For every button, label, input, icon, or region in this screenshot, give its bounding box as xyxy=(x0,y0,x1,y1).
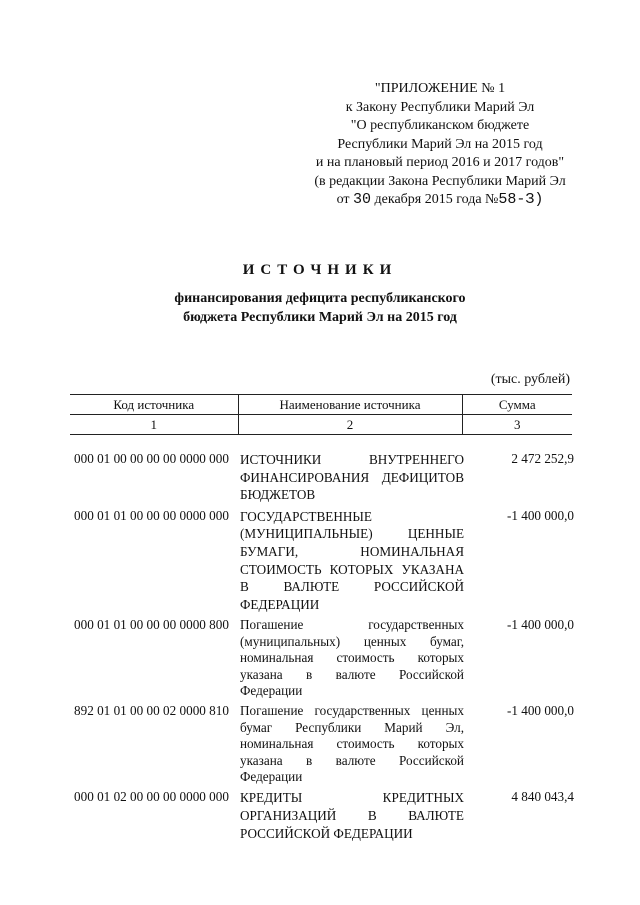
header-line: Республики Марий Эл на 2015 год xyxy=(337,136,543,152)
source-code: 000 01 02 00 00 00 0000 000 xyxy=(74,789,229,805)
column-header-amount: Сумма xyxy=(462,395,572,415)
source-amount: 4 840 043,4 xyxy=(511,789,574,805)
source-name: КРЕДИТЫ КРЕДИТНЫХ ОРГАНИЗАЦИЙ В ВАЛЮТЕ РОССИЙСКОЙ ФЕДЕРАЦИИ xyxy=(240,790,464,841)
date-day: 30 xyxy=(353,191,372,208)
source-code: 000 01 01 00 00 00 0000 800 xyxy=(74,617,229,633)
page-subtitle xyxy=(0,289,640,327)
header-line: (в редакции Закона Республики Марий Эл xyxy=(314,173,566,189)
column-header-name: Наименование источника xyxy=(238,395,462,415)
subtitle-line: финансирования дефицита республиканского xyxy=(174,291,466,306)
appendix-header xyxy=(290,80,590,210)
table-body xyxy=(74,451,574,846)
date-prefix: от xyxy=(336,192,350,207)
source-amount: -1 400 000,0 xyxy=(506,617,574,633)
source-code: 000 01 01 00 00 00 0000 000 xyxy=(74,507,229,523)
header-line: к Закону Республики Марий Эл xyxy=(345,99,535,115)
table-header xyxy=(70,394,572,435)
law-date-line xyxy=(290,191,590,210)
column-number: 2 xyxy=(238,415,462,435)
column-number: 3 xyxy=(462,415,572,435)
source-amount: 2 472 252,9 xyxy=(511,451,574,466)
header-line: "ПРИЛОЖЕНИЕ № 1 xyxy=(374,81,506,96)
column-header-code: Код источника xyxy=(70,395,238,415)
table-row xyxy=(74,508,574,614)
subtitle-line: бюджета Республики Марий Эл на 2015 год xyxy=(183,310,457,325)
source-name: ИСТОЧНИКИ ВНУТРЕННЕГО ФИНАНСИРОВАНИЯ ДЕФИЦИТОВ БЮДЖЕТОВ xyxy=(240,452,464,503)
column-number: 1 xyxy=(70,415,238,435)
table-row xyxy=(74,703,574,785)
table-row xyxy=(74,789,574,842)
header-line: и на плановый период 2016 и 2017 годов" xyxy=(315,155,565,170)
law-number: 58-З) xyxy=(498,191,544,208)
source-name: Погашение государственных (муниципальных) ценных бумаг, номинальная стоимость которых указана в валюте Российской Федерации xyxy=(240,617,464,698)
source-amount: -1 400 000,0 xyxy=(506,507,574,523)
source-name: Погашение государственных ценных бумаг Республики Марий Эл, номинальная стоимость которых указана в валюте Российской Федерации xyxy=(240,703,464,784)
table-row xyxy=(74,617,574,699)
page-title: ИСТОЧНИКИ xyxy=(242,262,398,278)
date-text: декабря 2015 года № xyxy=(374,192,499,207)
source-name: ГОСУДАРСТВЕННЫЕ (МУНИЦИПАЛЬНЫЕ) ЦЕННЫЕ БУМАГИ, НОМИНАЛЬНАЯ СТОИМОСТЬ КОТОРЫХ УКАЗАНА В ВАЛЮТЕ РОССИЙСКОЙ ФЕДЕРАЦИИ xyxy=(240,508,464,612)
units-label: (тыс. рублей) xyxy=(490,372,570,387)
header-line: "О республиканском бюджете xyxy=(350,118,530,133)
source-code: 892 01 01 00 00 02 0000 810 xyxy=(74,703,229,719)
source-amount: -1 400 000,0 xyxy=(506,703,574,719)
table-row xyxy=(74,451,574,504)
source-code: 000 01 00 00 00 00 0000 000 xyxy=(74,451,229,466)
